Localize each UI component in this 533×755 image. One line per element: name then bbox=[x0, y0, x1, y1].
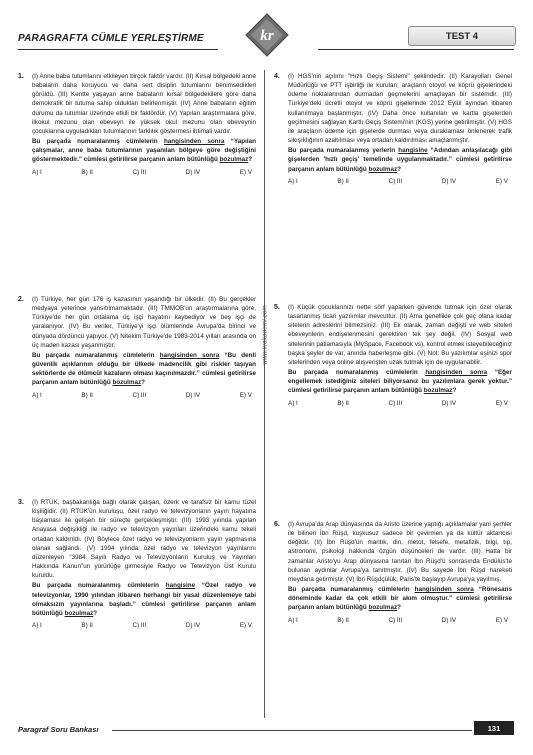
option-e[interactable]: E) V bbox=[239, 168, 252, 176]
option-c[interactable]: C) III bbox=[132, 622, 147, 630]
question-1 bbox=[18, 72, 256, 177]
option-e[interactable]: E) V bbox=[495, 399, 508, 407]
option-d[interactable]: D) IV bbox=[185, 622, 201, 630]
question-stem: Bu parçada numaralanmış cümlelerin hangisine “Özel radyo ve televizyonlar, 1990 yılından itibaren herhangi bir yasal düzenlemeye tabi olmaksızın yayınlarına başladı.” cümlesi getirilirse parçanın anlam bütünlüğü bozulmaz? bbox=[32, 582, 256, 617]
option-a[interactable]: A) I bbox=[32, 391, 42, 399]
question-2 bbox=[18, 295, 256, 400]
question-passage: (I) Küçük çocuklarınızı nette sörf yaparken güvende tutmak için özel olarak tasarlanmış ticari yazılımlar mevcuttur. (II) Ama genellikle çok geç olana kadar sitelerin adreslerini bilmezsiniz. (III) Ek olarak, zaman değişti ve web siteleri ebeveynlerin endişelenmesini gerektiren tek şey değil. (IV) Sosyal web sitelerinin patlamasıyla (MySpace, Facebook vs), kontrol etmek isteyebileceğiniz başka şeyler de var, anında haberleşme gibi. (V) Not: Bu yazılımlar eşinizi spor sitelerinden veya online alışverişten uzak tutmak için de uygulanabilir. bbox=[288, 304, 512, 366]
question-number: 4. bbox=[274, 73, 280, 80]
question-passage: (I) HGS'nin açılımı "Hızlı Geçiş Sistemi" şeklindedir. (II) Karayolları Genel Müdürlüğü ve PTT işbirliği ile kurulan; araçların otoyol ve köprü gişelerindeki ödeme noktalarından durmadan geçmelerini amaçlayan bir sistemdir. (III) Türkiye'deki ücretli otoyol ve köprü gişelerinde 2012 Eylül ayından itibaren kullanılmaya başlanmıştır. (IV) Daha önce kullanılan ve kartla gişelerden geçilmesini sağlayan Kartlı Geçiş Sistemi'nin (KGS) yerine getirilmiştir. (V) HGS ile araçların ödeme için gişelerde durması veya duraklaması önlenerek trafik sıkışıklığının azaltılması veya ortadan kaldırılması amaçlanmıştır. bbox=[288, 73, 512, 145]
option-c[interactable]: C) III bbox=[388, 399, 403, 407]
answer-options bbox=[32, 168, 256, 177]
option-b[interactable]: B) II bbox=[337, 177, 349, 185]
answer-options bbox=[32, 621, 256, 630]
question-stem: Bu parçada numaralanmış cümlelerin hangisinden sonra “Bu denli güvenlik açıklarının olduğu bir ülkede madencilik gibi riskler taşıyan sektörlerde de ölümcül kazaların olması kaçınılmazdır.” cümlesi getirilirse parçanın anlam bütünlüğü bozulmaz? bbox=[32, 351, 256, 387]
question-stem: Bu parçada numaralanmış cümlelerin hangisinden sonra “Rönesans döneminde kadar da çok etkili bir akım olmuştur.” cümlesi getirilirse parçanın anlam bütünlüğü bozulmaz? bbox=[288, 586, 513, 612]
question-passage: (I) Anne baba tutumlarını etkileyen birçok faktör vardır. (II) Kırsal bölgedeki anne babaların daha koruyucu ve daha sert disiplin tutumlarını benimsedikleri görüldü. (III) Kentte yaşayan anne babaların kırsal bölgedekilere göre daha demokratik bir tutuma sahip oldukları belirlenmiştir. (IV) Anne babaların eğitim durumu da tutumlar üzerinde etkili bir faktördür. (V) Yapılan araştırmalara göre, ilkokul mezunu olan ebeveyn ile yüksek okul mezunu olan ebeveynin çocuklarına uyguladıkları tutumlarının farklılık göstermesi ihtimali vardır. bbox=[32, 73, 256, 135]
option-b[interactable]: B) II bbox=[81, 622, 93, 630]
question-number: 1. bbox=[18, 73, 24, 80]
watermark bbox=[259, 265, 271, 405]
option-b[interactable]: B) II bbox=[337, 616, 349, 624]
publisher-logo bbox=[244, 12, 290, 58]
question-4 bbox=[274, 72, 512, 186]
option-a[interactable]: A) I bbox=[288, 177, 298, 185]
option-a[interactable]: A) I bbox=[32, 168, 42, 176]
option-d[interactable]: D) IV bbox=[185, 391, 201, 399]
footer-rule bbox=[112, 730, 472, 731]
option-a[interactable]: A) I bbox=[288, 616, 298, 624]
answer-options bbox=[288, 616, 512, 625]
question-5 bbox=[274, 303, 512, 408]
question-passage: (I) Avrupa'da Arap dünyasında da Aristo üzerine yaptığı açıklamalar yani şerhler ile bilinen İbn Rüşd, kuşkusuz sadece bir çevirmen ya da kültür aktarıcısı değildir. (II) İbn Rüşd'ün mantık, din, metot, felsefe, metafizik, bilgi, tıp, astronomi, psikoloji hakkında özgün düşünceleri de vardır. (III) Hatta bir zamanlar Aristo'yu Arap dünyasına tanıtan İbn Rüşd'ü sonrasında Endülüs'te bulunan aydınlar Avrupa'ya tanıtmıştır. (IV) Bu sayede İbn Rüşd hareketi meydana getirmiştir. (V) İbn Rüşdçülük, Paris'te başlayıp Avrupa'ya yayılmış. bbox=[288, 521, 512, 583]
option-c[interactable]: C) III bbox=[132, 168, 147, 176]
section-title: PARAGRAFTA CÜMLE YERLEŞTİRME bbox=[18, 33, 204, 44]
header-rule-right bbox=[318, 49, 514, 50]
option-a[interactable]: A) I bbox=[32, 622, 42, 630]
question-number: 6. bbox=[274, 521, 280, 528]
option-e[interactable]: E) V bbox=[239, 622, 252, 630]
question-passage: (I) Türkiye, her gün 176 iş kazasının yaşandığı bir ülkedir. (II) Bu gerçekler medyaya yeterince yansıtılmamaktadır. (III) TMMOB'un araştırmalarına göre, Türkiye'de her gün ortalama üç işçi hayatını kaybediyor ve beş işçi de yaralanıyor. (IV) Bu veriler, Türkiye'yi işçi ölümlerinde Avrupa'da birinci ve dünyada dördüncü yapıyor. (V) Nitekim Türkiye'de 1983-2014 yılları arasında on üç maden kazası yaşanmıştır. bbox=[32, 296, 256, 349]
answer-options bbox=[32, 391, 256, 400]
question-number: 3. bbox=[18, 499, 24, 506]
header-rule-left bbox=[18, 49, 218, 50]
question-number: 5. bbox=[274, 304, 280, 311]
option-b[interactable]: B) II bbox=[81, 391, 93, 399]
option-e[interactable]: E) V bbox=[495, 616, 508, 624]
option-c[interactable]: C) III bbox=[388, 177, 403, 185]
option-e[interactable]: E) V bbox=[239, 391, 252, 399]
option-d[interactable]: D) IV bbox=[441, 616, 457, 624]
answer-options bbox=[288, 177, 512, 186]
book-title: Paragraf Soru Bankası bbox=[18, 725, 99, 734]
option-b[interactable]: B) II bbox=[337, 399, 349, 407]
answer-options bbox=[288, 399, 512, 408]
question-stem: Bu parçada numaralanmış yerlerin hangisine “Adından anlaşılacağı gibi gişelerden 'hızlı geçiş' temelinde uygulanmaktadır.” cümlesi getirilirse parçanın anlam bütünlüğü bozulmaz? bbox=[288, 147, 512, 173]
question-6 bbox=[274, 520, 512, 625]
option-d[interactable]: D) IV bbox=[441, 399, 457, 407]
option-c[interactable]: C) III bbox=[132, 391, 147, 399]
option-a[interactable]: A) I bbox=[288, 399, 298, 407]
option-c[interactable]: C) III bbox=[388, 616, 403, 624]
question-stem: Bu parçada numaralanmış cümlelerin hangisinden sonra “Yapılan çalışmalar, anne baba tutumlarının yaşanılan bölgeye göre değiştiğini göstermektedir.” cümlesi getirilirse parçanın anlam bütünlüğü bozulmaz? bbox=[32, 138, 256, 164]
option-d[interactable]: D) IV bbox=[441, 177, 457, 185]
question-stem: Bu parçada numaralanmış cümlelerin hangisinden sonra “Eğer engellemek istediğiniz siteleri biliyorsanız bu yazılımlara gerek yoktur.” cümlesi getirilirse parçanın anlam bütünlüğü bozulmaz? bbox=[288, 369, 512, 395]
watermark-text: www.krakademi.com bbox=[261, 305, 269, 365]
test-label: TEST 4 bbox=[408, 26, 516, 46]
question-passage: (I) RTÜK, başbakanlığa bağlı olarak çalışan, özerk ve tarafsız bir kamu tüzel kişiliğidir. (II) RTÜK'ün kuruluşu, özel radyo ve televizyonların yayın hayatına başlaması ile gelişen bir süreçte gerçekleşmiştir. (III) 1993 yılında yapılan Anayasa değişikliği ile radyo ve televizyon yayınları üzerindeki kamu tekeli ortadan kaldırıldı. (IV) Böylece özel radyo ve televizyonların yayın yapmasına olanak sağlandı. (V) 1994 yılında özel radyo ve televizyon yayınlarını düzenleyen "3984 Sayılı Radyo ve Televizyonların Kuruluş ve Yayınları Hakkında Kanun"un yürürlüğe girmesiyle Radyo ve Televizyon Üst Kurulu kuruldu. bbox=[32, 499, 256, 580]
logo-text: kr bbox=[260, 28, 274, 44]
page-number: 131 bbox=[474, 721, 514, 735]
option-e[interactable]: E) V bbox=[495, 177, 508, 185]
option-b[interactable]: B) II bbox=[81, 168, 93, 176]
option-d[interactable]: D) IV bbox=[185, 168, 201, 176]
question-3 bbox=[18, 498, 256, 630]
question-number: 2. bbox=[18, 296, 24, 303]
